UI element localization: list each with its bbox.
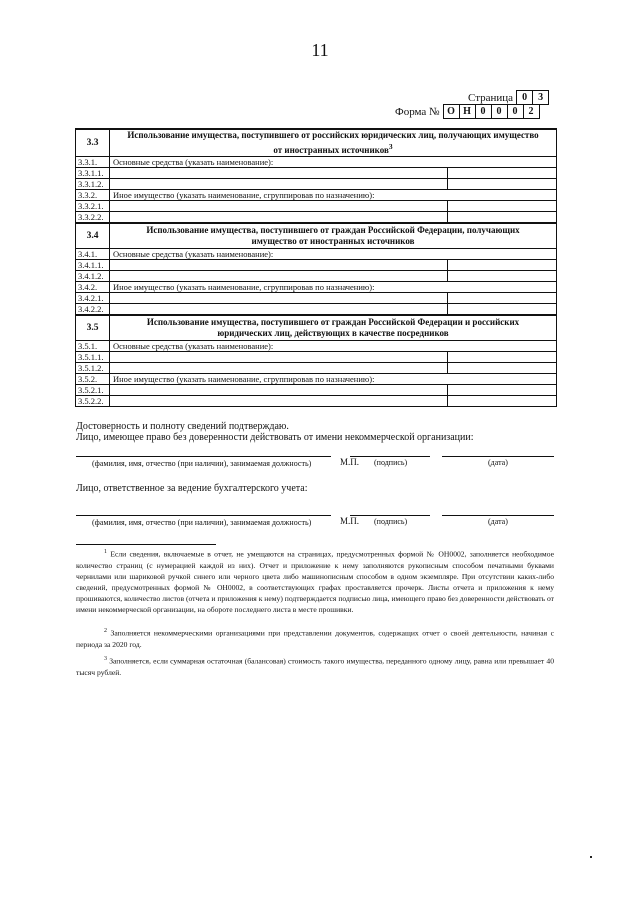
property-usage-table (75, 128, 557, 407)
sign-caption: (подпись) (374, 458, 408, 467)
name-cell[interactable] (110, 385, 448, 396)
page-digit: 3 (532, 90, 549, 105)
signature-line[interactable] (350, 456, 430, 457)
row-label: Иное имущество (указать наименование, сгруппировав по назначению): (110, 190, 557, 201)
section-number: 3.4 (76, 223, 110, 249)
row-number: 3.3.2.2. (76, 212, 110, 224)
row-label: Иное имущество (указать наименование, сгруппировав по назначению): (110, 374, 557, 385)
name-signature-line[interactable] (76, 456, 331, 457)
value-cell[interactable] (448, 396, 557, 407)
form-code-indicator (395, 104, 540, 119)
form-code-char: 0 (475, 104, 492, 119)
row-number: 3.5.2.2. (76, 396, 110, 407)
value-cell[interactable] (448, 271, 557, 282)
table-row (76, 341, 557, 352)
footnote-3 (76, 654, 554, 678)
section-number: 3.3 (76, 129, 110, 157)
table-row (76, 385, 557, 396)
name-cell[interactable] (110, 179, 448, 190)
section-title-line: юридических лиц, действующих в качестве посредников (217, 328, 449, 338)
section-number: 3.5 (76, 315, 110, 341)
footnote-1 (76, 547, 554, 615)
page-number: 11 (311, 40, 329, 60)
row-number: 3.4.2.1. (76, 293, 110, 304)
page-label: Страница (468, 91, 514, 104)
section-row-3-5 (76, 315, 557, 341)
row-number: 3.4.2. (76, 282, 110, 293)
name-cell[interactable] (110, 168, 448, 179)
stamp-label: М.П. (340, 516, 360, 526)
section-row-3-4 (76, 223, 557, 249)
name-cell[interactable] (110, 363, 448, 374)
accountant-label: Лицо, ответственное за ведение бухгалтерского учета: (76, 483, 308, 494)
section-title-line: имущество от иностранных источников (251, 236, 415, 246)
section-title-line: Использование имущества, поступившего от граждан Российской Федерации и российских (146, 317, 520, 327)
section-title-line: Использование имущества, поступившего от граждан Российской Федерации, получающих (146, 225, 520, 235)
confirm-statement: Достоверность и полноту сведений подтверждаю. (76, 421, 289, 432)
form-code-char: 0 (507, 104, 524, 119)
footnote-text: Заполняется, если суммарная остаточная (балансовая) стоимость такого имущества, переданного одному лицу, равна или превышает 40 тысяч рублей. (76, 656, 554, 677)
table-row (76, 304, 557, 316)
value-cell[interactable] (448, 363, 557, 374)
name-cell[interactable] (110, 293, 448, 304)
authorized-person-label: Лицо, имеющее право без доверенности действовать от имени некоммерческой организации: (76, 432, 474, 443)
footnote-marker: 2 (104, 628, 107, 634)
row-number: 3.5.2. (76, 374, 110, 385)
table-row (76, 396, 557, 407)
row-number: 3.3.2. (76, 190, 110, 201)
name-cell[interactable] (110, 201, 448, 212)
sign-caption: (подпись) (374, 517, 408, 526)
footnote-text: Заполняется некоммерческими организациями при представлении документов, содержащих отчет о своей деятельности, начиная с периода за 2020 год. (76, 628, 554, 649)
row-number: 3.3.1.1. (76, 168, 110, 179)
row-number: 3.4.1. (76, 249, 110, 260)
table-row (76, 179, 557, 190)
row-label: Основные средства (указать наименование): (110, 341, 557, 352)
table-row (76, 201, 557, 212)
footnote-separator (76, 544, 216, 545)
table-row (76, 260, 557, 271)
section-row-3-3 (76, 129, 557, 157)
table-row (76, 282, 557, 293)
value-cell[interactable] (448, 385, 557, 396)
table-row (76, 363, 557, 374)
row-number: 3.5.1.2. (76, 363, 110, 374)
footnote-2 (76, 626, 554, 650)
table-row (76, 190, 557, 201)
form-label: Форма № (395, 105, 440, 118)
name-cell[interactable] (110, 352, 448, 363)
row-number: 3.3.1.2. (76, 179, 110, 190)
date-caption: (дата) (488, 517, 508, 526)
row-number: 3.4.1.1. (76, 260, 110, 271)
row-label: Иное имущество (указать наименование, сгруппировав по назначению): (110, 282, 557, 293)
row-number: 3.4.2.2. (76, 304, 110, 316)
table-row (76, 168, 557, 179)
row-number: 3.3.2.1. (76, 201, 110, 212)
row-label: Основные средства (указать наименование): (110, 249, 557, 260)
name-cell[interactable] (110, 260, 448, 271)
value-cell[interactable] (448, 212, 557, 224)
row-number: 3.4.1.2. (76, 271, 110, 282)
name-signature-line[interactable] (76, 515, 331, 516)
page-digit: 0 (516, 90, 533, 105)
name-cell[interactable] (110, 212, 448, 224)
footnote-marker: 1 (104, 549, 107, 555)
name-caption: (фамилия, имя, отчество (при наличии), занимаемая должность) (92, 518, 312, 527)
section-title (110, 129, 557, 157)
row-number: 3.5.1. (76, 341, 110, 352)
footnote-ref: 3 (388, 142, 393, 151)
name-cell[interactable] (110, 304, 448, 316)
page-indicator (468, 90, 549, 105)
row-number: 3.5.2.1. (76, 385, 110, 396)
section-title (110, 223, 557, 249)
section-title-line: от иностранных источников (273, 145, 389, 155)
table-row (76, 293, 557, 304)
date-line[interactable] (442, 456, 554, 457)
table-row (76, 212, 557, 224)
footnote-marker: 3 (104, 656, 107, 662)
table-row (76, 352, 557, 363)
form-code-char: 2 (523, 104, 540, 119)
footnote-text: Если сведения, включаемые в отчет, не умещаются на страницах, предусмотренных формой № ОН0002, заполняется необходимое количество страниц (с нумерацией каждой из них). Отчет и приложение к нему заполняются рукописным способом печатными буквами чернилами или шариковой ручкой синего или черного цвета либо машинописным способом в одном экземпляре. При отсутствии каких-либо сведений, предусмотренных формой № ОН0002, в соответствующих графах проставляется прочерк. Листы отчета и приложения к нему прошиваются, количество листов (отчета и приложения к нему) подтверждается подписью лица, имеющего право без доверенности действовать от имени некоммерческой организации, на обороте последнего листа в месте прошивки. (76, 549, 554, 614)
form-code-char: О (443, 104, 460, 119)
section-title-line: Использование имущества, поступившего от российских юридических лиц, получающих имущество (127, 130, 539, 140)
value-cell[interactable] (448, 179, 557, 190)
value-cell[interactable] (448, 293, 557, 304)
value-cell[interactable] (448, 260, 557, 271)
date-line[interactable] (442, 515, 554, 516)
speck (590, 856, 592, 858)
signature-line[interactable] (350, 515, 430, 516)
value-cell[interactable] (448, 201, 557, 212)
row-label: Основные средства (указать наименование): (110, 157, 557, 168)
table-row (76, 157, 557, 168)
row-number: 3.5.1.1. (76, 352, 110, 363)
stamp-label: М.П. (340, 457, 360, 467)
row-number: 3.3.1. (76, 157, 110, 168)
form-code-char: Н (459, 104, 476, 119)
table-row (76, 271, 557, 282)
value-cell[interactable] (448, 168, 557, 179)
name-cell[interactable] (110, 396, 448, 407)
form-code-char: 0 (491, 104, 508, 119)
name-caption: (фамилия, имя, отчество (при наличии), занимаемая должность) (92, 459, 312, 468)
table-row (76, 249, 557, 260)
section-title (110, 315, 557, 341)
date-caption: (дата) (488, 458, 508, 467)
table-row (76, 374, 557, 385)
value-cell[interactable] (448, 352, 557, 363)
name-cell[interactable] (110, 271, 448, 282)
value-cell[interactable] (448, 304, 557, 316)
